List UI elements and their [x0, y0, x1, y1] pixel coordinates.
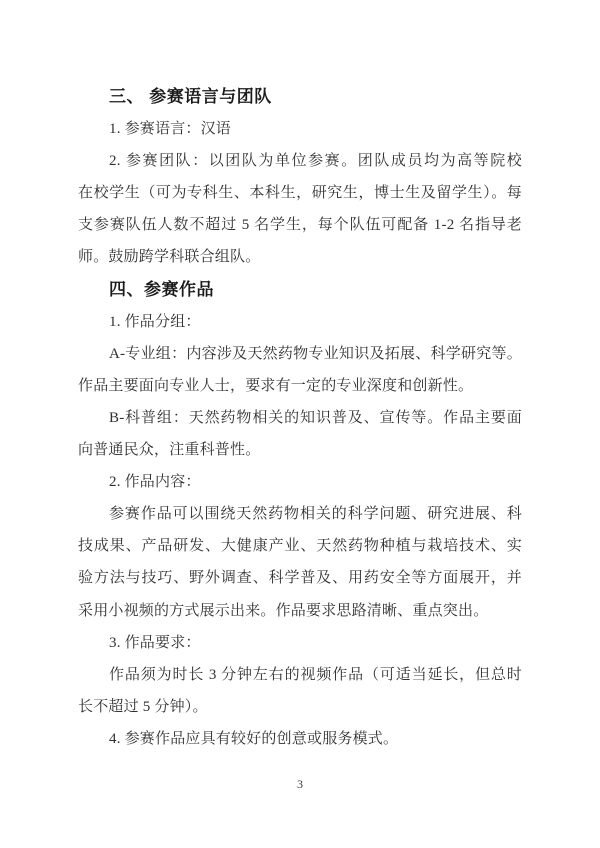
text-line: 验方法与技巧、野外调查、科学普及、用药安全等方面展开，并: [78, 570, 522, 587]
page-number: 3: [297, 777, 303, 791]
text-line: 作品须为时长 3 分钟左右的视频作品（可适当延长，但总时: [109, 666, 522, 683]
text-line: 4. 参赛作品应具有较好的创意或服务模式。: [109, 730, 399, 747]
section-heading: 四、参赛作品: [109, 279, 214, 299]
text-line: A-专业组：内容涉及天然药物专业知识及拓展、科学研究等。: [109, 345, 522, 362]
text-line: 2. 参赛团队：以团队为单位参赛。团队成员均为高等院校: [109, 153, 522, 170]
text-line: 1. 参赛语言：汉语: [109, 121, 232, 138]
text-line: 3. 作品要求：: [109, 634, 201, 651]
text-line: 作品主要面向专业人士，要求有一定的专业深度和创新性。: [78, 377, 474, 394]
text-line: B-科普组：天然药物相关的知识普及、宣传等。作品主要面: [109, 409, 522, 426]
text-line: 支参赛队伍人数不超过 5 名学生，每个队伍可配备 1-2 名指导老: [78, 217, 522, 234]
text-line: 在校学生（可为专科生、本科生，研究生，博士生及留学生）。每: [78, 185, 522, 202]
section-heading: 三、 参赛语言与团队: [109, 87, 272, 106]
text-line: 2. 作品内容：: [109, 474, 201, 491]
text-line: 长不超过 5 分钟）。: [78, 698, 208, 715]
text-block: [78, 81, 522, 755]
text-line: 1. 作品分组：: [109, 313, 201, 330]
text-line: 参赛作品可以围绕天然药物相关的科学问题、研究进展、科: [109, 506, 522, 523]
text-line: 技成果、产品研发、大健康产业、天然药物种植与栽培技术、实: [78, 538, 522, 555]
text-line: 向普通民众，注重科普性。: [78, 442, 261, 459]
text-line: 师。鼓励跨学科联合组队。: [78, 249, 261, 266]
text-line: 采用小视频的方式展示出来。作品要求思路清晰、重点突出。: [78, 602, 489, 619]
